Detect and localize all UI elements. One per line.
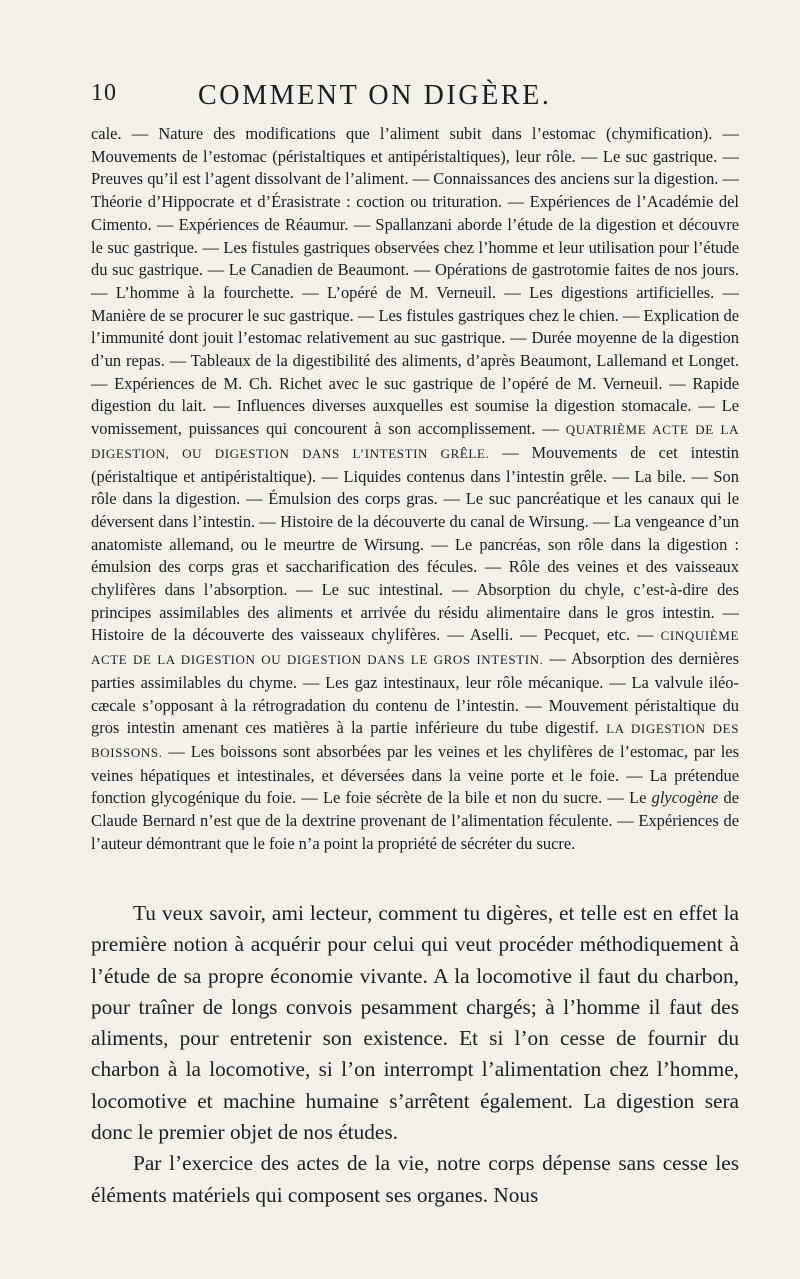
italic-glycogene: glycogène [651,788,719,808]
heading-fourth-act: QUATRIÈME ACTE DE LA DIGESTION, OU DIGESTION DANS L’INTESTIN GRÊLE. [91,422,740,461]
paragraph-1-wrap [91,898,739,1148]
summary-part-4a: — Les boissons sont absorbées par les veines et les chylifères de l’estomac, par les veines hépatiques et intestinales, et déversées dans la veine porte et le foie. — La prétendue fonction glycogénique du foie. — Le foie sécrète de la bile et non du sucre. — Le [91,741,739,808]
chapter-summary [91,123,739,856]
paragraph-2-wrap [91,1148,739,1211]
running-title: COMMENT ON DIGÈRE. [198,80,552,111]
page-number: 10 [91,80,117,106]
summary-part-4b: de Claude Bernard n’est que de la dextrine provenant de l’alimentation féculente. — Expériences de l’auteur démontrant que le foie n’a point la propriété de sécréter du sucre. [91,788,739,853]
page-header [91,80,736,120]
main-body [91,898,739,1211]
summary-part-3: — Absorption des dernières parties assimilables du chyme. — Les gaz intestinaux, leur rôle mécanique. — La valvule iléo-cæcale s’opposant à la rétrogradation du contenu de l’intestin. — Mouvement péristaltique du gros intestin amenant ces matières à la partie inférieure du tube digestif. [91,649,739,738]
paragraph-1: Tu veux savoir, ami lecteur, comment tu digères, et telle est en effet la première notion à acquérir pour celui qui veut procéder méthodiquement à l’étude de sa propre économie vivante. A la locomotive il faut du charbon, pour traîner de longs convois pesamment chargés; à l’homme il faut des aliments, pour entretenir son existence. Et si l’on cesse de fournir du charbon à la locomotive, si l’on interrompt l’alimentation chez l’homme, locomotive et machine humaine s’arrêtent également. La digestion sera donc le premier objet de nos études. [91,901,739,1145]
heading-drinks: LA DIGESTION DES BOISSONS. [91,721,740,760]
paragraph-2: Par l’exercice des actes de la vie, notre corps dépense sans cesse les éléments matériels qui composent ses organes. Nous [91,1151,739,1207]
summary-part-2: — Mouvements de cet intestin (péristaltique et antipéristaltique). — Liquides contenus dans l’intestin grêle. — La bile. — Son rôle dans la digestion. — Émulsion des corps gras. — Le suc pancréatique et les canaux qui le déversent dans l’intestin. — Histoire de la découverte du canal de Wirsung. — La vengeance d’un anatomiste allemand, ou le meurtre de Wirsung. — Le pancréas, son rôle dans la digestion : émulsion des corps gras et saccharification des fécules. — Rôle des veines et des vaisseaux chylifères dans l’absorption. — Le suc intestinal. — Absorption du chyle, c’est-à-dire des principes assimilables des aliments et arrivée du résidu alimentaire dans le gros intestin. — Histoire de la découverte des vaisseaux chylifères. — Aselli. — Pecquet, etc. — [91,442,739,645]
summary-text [91,123,739,856]
summary-part-1: cale. — Nature des modifications que l’aliment subit dans l’estomac (chymification). — Mouvements de l’estomac (péristaltiques et antipéristaltiques), leur rôle. — Le suc gastrique. — Preuves qu’il est l’agent dissolvant de l’aliment. — Connaissances des anciens sur la digestion. — Théorie d’Hippocrate et d’Érasistrate : coction ou trituration. — Expériences de l’Académie del Cimento. — Expériences de Réaumur. — Spallanzani aborde l’étude de la digestion et découvre le suc gastrique. — Les fistules gastriques observées chez l’homme et leur utilisation pour l’étude du suc gastrique. — Le Canadien de Beaumont. — Opérations de gastrotomie faites de nos jours. — L’homme à la fourchette. — L’opéré de M. Verneuil. — Les digestions artificielles. — Manière de se procurer le suc gastrique. — Les fistules gastriques chez le chien. — Explication de l’immunité dont jouit l’estomac relativement au suc gastrique. — Durée moyenne de la digestion d’un repas. — Tableaux de la digestibilité des aliments, d’après Beaumont, Lallemand et Longet. — Expériences de M. Ch. Richet avec le suc gastrique de l’opéré de M. Verneuil. — Rapide digestion du lait. — Influences diverses auxquelles est soumise la digestion stomacale. — Le vomissement, puissances qui concourent à son accomplissement. — [91,124,739,439]
heading-fifth-act: CINQUIÈME ACTE DE LA DIGESTION OU DIGESTION DANS LE GROS INTESTIN. [91,628,739,668]
